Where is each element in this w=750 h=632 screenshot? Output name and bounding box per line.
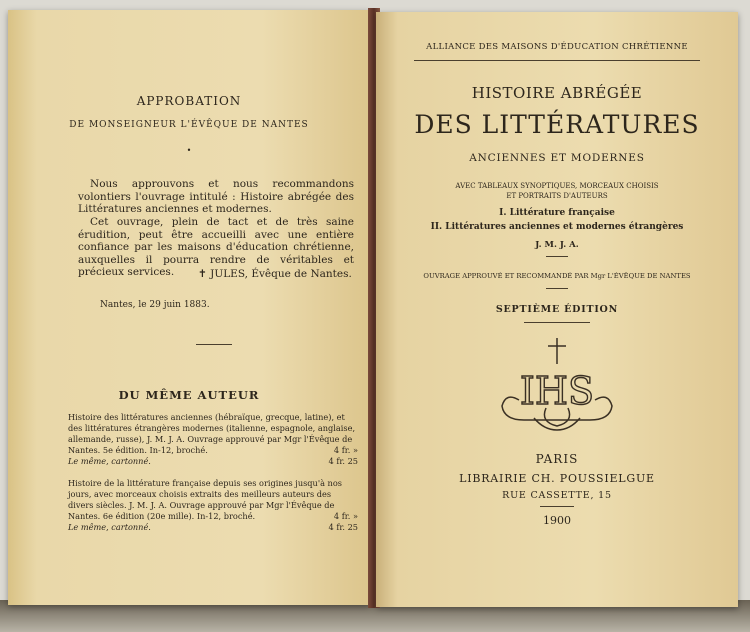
divider xyxy=(196,344,232,345)
publisher: LIBRAIRIE CH. POUSSIELGUE xyxy=(459,472,655,485)
bibliography-entry-1 xyxy=(68,412,358,467)
author-initials: J. M. J. A. xyxy=(535,240,579,250)
small-rule-1 xyxy=(546,256,568,257)
ornament-dot: • xyxy=(186,146,192,155)
part-2: II. Littératures anciennes et modernes étrangères xyxy=(430,222,684,232)
entry-2-sub-price: 4 fr. 25 xyxy=(328,522,358,532)
approbation-subtitle: DE MONSEIGNEUR L'ÉVÊQUE DE NANTES xyxy=(69,120,309,130)
approval-line: OUVRAGE APPROUVÉ ET RECOMMANDÉ PAR Mgr L'ÉVÊQUE DE NANTES xyxy=(423,272,691,280)
title-sub: ANCIENNES ET MODERNES xyxy=(469,152,645,164)
entry-1-text: Histoire des littératures anciennes (hébraïque, grecque, latine), et des littératures étrangères modernes (italienne, espagnole, anglaise, allemande, russe), J. M. J. A. Ouvrage approuvé par Mgr l'Évêque de Nantes. 5e édition. In-12, broché. xyxy=(68,412,356,455)
part-1: I. Littérature française xyxy=(499,208,615,218)
bibliography-entry-2 xyxy=(68,478,358,533)
entry-1-price: 4 fr. » xyxy=(333,445,358,455)
series-title: ALLIANCE DES MAISONS D'ÉDUCATION CHRÉTIENNE xyxy=(426,42,688,52)
edition-rule xyxy=(524,322,590,323)
same-author-heading: DU MÊME AUTEUR xyxy=(118,388,260,402)
year: 1900 xyxy=(543,514,571,527)
contents-line-2: ET PORTRAITS D'AUTEURS xyxy=(506,192,608,200)
title-main: DES LITTÉRATURES xyxy=(414,110,700,139)
entry-2-text: Histoire de la littérature française depuis ses origines jusqu'à nos jours, avec morceaux choisis extraits des meilleurs auteurs des divers siècles. J. M. J. A. Ouvrage approuvé par Mgr l'Évêque de Nantes. 6e édition (20e mille). In-12, broché. xyxy=(68,478,342,521)
title-top: HISTOIRE ABRÉGÉE xyxy=(471,84,643,102)
contents-line-1: AVEC TABLEAUX SYNOPTIQUES, MORCEAUX CHOISIS xyxy=(455,182,659,190)
entry-2-price: 4 fr. » xyxy=(333,511,358,521)
entry-1-sub: Le même, cartonné. xyxy=(68,456,151,466)
series-rule xyxy=(414,60,700,61)
approbation-paragraph-2: Cet ouvrage, plein de tact et de très saine érudition, peut être accueilli avec une entière confiance par les maisons d'éducation chrétienne, auxquelles il pourra rendre de véritables et précieux services. xyxy=(78,216,354,278)
entry-1-sub-price: 4 fr. 25 xyxy=(328,456,358,466)
small-rule-2 xyxy=(546,288,568,289)
address: RUE CASSETTE, 15 xyxy=(502,490,612,501)
entry-2-sub: Le même, cartonné. xyxy=(68,522,151,532)
date-line: Nantes, le 29 juin 1883. xyxy=(100,300,210,310)
ihs-emblem-icon xyxy=(494,334,620,434)
signature: ✝ JULES, Évêque de Nantes. xyxy=(198,268,352,280)
right-page xyxy=(376,12,738,607)
city: PARIS xyxy=(535,452,579,466)
emblem-letters: IHS xyxy=(519,369,595,413)
approbation-title: APPROBATION xyxy=(136,94,242,108)
edition: SEPTIÈME ÉDITION xyxy=(495,304,619,315)
left-page xyxy=(8,10,370,605)
approbation-paragraph-1: Nous approuvons et nous recommandons volontiers l'ouvrage intitulé : Histoire abrégée des Littératures anciennes et modernes. xyxy=(78,178,354,215)
address-rule xyxy=(540,506,574,507)
